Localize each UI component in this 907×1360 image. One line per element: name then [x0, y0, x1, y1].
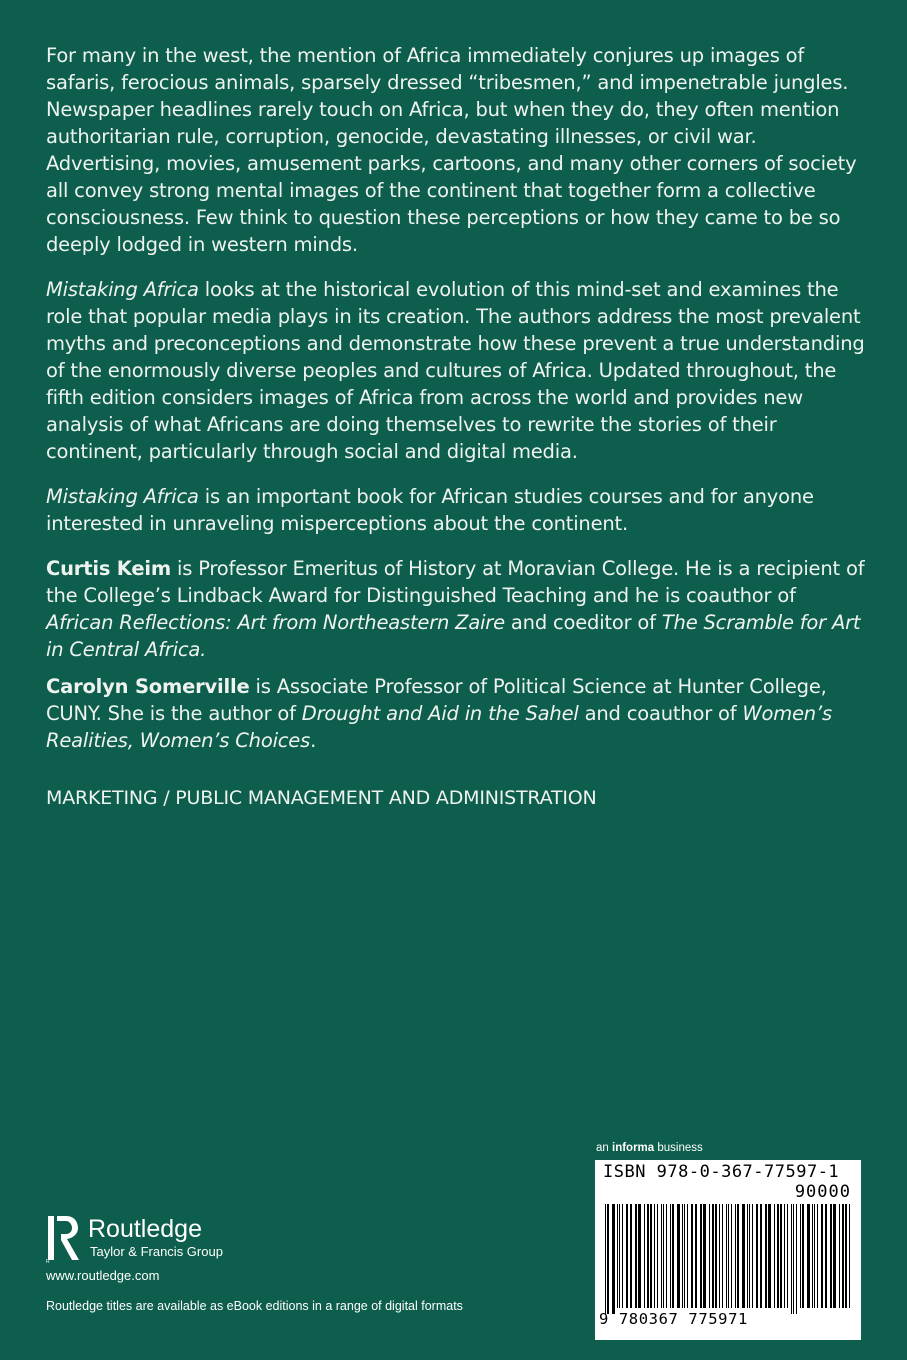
barcode-bar	[812, 1204, 813, 1308]
barcode-bar	[619, 1204, 620, 1308]
author-bio-somerville	[46, 673, 866, 754]
barcode-bar	[612, 1204, 615, 1314]
barcode-bar	[703, 1204, 706, 1308]
informa-brand: informa	[612, 1142, 655, 1154]
barcode-bar	[700, 1204, 702, 1308]
subject-category: MARKETING / PUBLIC MANAGEMENT AND ADMINISTRATION	[46, 787, 597, 809]
bio-text: and coeditor of	[504, 611, 662, 634]
barcode-bar	[666, 1204, 667, 1308]
barcode-bar	[765, 1204, 767, 1308]
barcode-bar	[691, 1204, 693, 1308]
blurb-paragraph-1	[46, 42, 866, 258]
barcode-bar	[784, 1204, 785, 1308]
blurb-text: is an important book for African studies courses and for anyone interested in unraveling misperceptions about the continent.	[46, 485, 814, 535]
publisher-website[interactable]: www.routledge.com	[46, 1268, 160, 1283]
informa-suffix: business	[654, 1142, 703, 1154]
barcode-bar	[825, 1204, 827, 1308]
barcode-bar	[787, 1204, 788, 1308]
publisher-logo	[46, 1212, 286, 1268]
barcode-bar	[687, 1204, 688, 1308]
barcode-bar	[695, 1204, 697, 1308]
author-name: Carolyn Somerville	[46, 675, 250, 698]
barcode-bar	[650, 1204, 652, 1308]
barcode-bar	[752, 1204, 753, 1308]
book-title: Drought and Aid in the Sahel	[301, 702, 579, 725]
barcode-bar	[605, 1204, 606, 1314]
publisher-name: Routledge	[88, 1215, 202, 1243]
author-name: Curtis Keim	[46, 557, 172, 580]
ean-number: 9 780367 775971	[599, 1310, 748, 1328]
barcode-bar	[800, 1204, 801, 1308]
barcode-bar	[756, 1204, 758, 1308]
barcode-bar	[731, 1204, 732, 1308]
barcode-bar	[814, 1204, 815, 1308]
barcode-bar	[791, 1204, 792, 1314]
barcode-bar	[735, 1204, 736, 1308]
barcode-bar	[715, 1204, 717, 1308]
barcode-bar	[607, 1204, 609, 1314]
barcode-bar	[728, 1204, 729, 1308]
barcode-bar	[845, 1204, 847, 1308]
barcode-bar	[682, 1204, 683, 1308]
isbn-number: ISBN 978-0-367-77597-1	[603, 1162, 840, 1182]
barcode-bar	[737, 1204, 739, 1308]
ebook-note: Routledge titles are available as eBook editions in a range of digital formats	[46, 1299, 463, 1313]
barcode-bar	[626, 1204, 628, 1308]
barcode-bar	[719, 1204, 720, 1308]
informa-prefix: an	[596, 1142, 612, 1154]
barcode-bar	[817, 1204, 818, 1308]
barcode-bar	[821, 1204, 823, 1308]
book-title: Women’s Realities, Women’s Choices	[46, 702, 832, 752]
price-code: 90000	[794, 1182, 851, 1202]
svg-text:R: R	[46, 1259, 50, 1264]
barcode-bar	[630, 1204, 632, 1308]
barcode-bar	[638, 1204, 641, 1308]
barcode-bar	[654, 1204, 655, 1308]
barcode-bar	[793, 1204, 794, 1314]
routledge-r-logo-icon	[46, 1212, 80, 1264]
barcode-bar	[670, 1204, 671, 1308]
bio-text: and coauthor of	[578, 702, 743, 725]
book-title: African Reflections: Art from Northeastern Zaire	[46, 611, 505, 634]
barcode-bar	[807, 1204, 810, 1308]
bio-text: .	[310, 729, 317, 752]
barcode-bar	[635, 1204, 637, 1308]
blurb-text: For many in the west, the mention of Africa immediately conjures up images of safaris, ferocious animals, sparsely dressed “tribesmen,” and impenetrable jungles. Newspaper headlines rarely touch on Africa, but when they do, they often mention authoritarian rule, corruption, genocide, devastating illnesses, or civil war. Advertising, movies, amusement parks, cartoons, and many other corners of society all convey strong mental images of the continent that together form a collective consciousness. Few think to question these perceptions or how they came to be so deeply lodged in western minds.	[46, 44, 857, 256]
barcode-bar	[657, 1204, 658, 1308]
barcode-bar	[768, 1204, 771, 1308]
book-title: Mistaking Africa	[46, 485, 199, 508]
barcode-label	[595, 1160, 861, 1340]
book-title: Mistaking Africa	[46, 278, 199, 301]
barcode-bar	[760, 1204, 762, 1308]
back-cover-text	[46, 42, 866, 772]
barcode-bar	[833, 1204, 836, 1308]
informa-tagline	[596, 1142, 703, 1154]
blurb-paragraph-2	[46, 276, 866, 465]
bio-text: is Associate Professor of Political Science at Hunter College, CUNY. She is the author of	[46, 675, 827, 725]
barcode-bar	[774, 1204, 775, 1308]
barcode-bar	[617, 1204, 618, 1308]
barcode-bar	[661, 1204, 662, 1308]
barcode-bar	[677, 1204, 680, 1308]
barcode-bar	[622, 1204, 623, 1308]
barcode-bar	[777, 1204, 779, 1308]
barcode-bar	[709, 1204, 710, 1308]
publisher-group: Taylor & Francis Group	[90, 1244, 223, 1259]
barcode-bar	[780, 1204, 782, 1308]
blurb-text: looks at the historical evolution of this mind-set and examines the role that popular media plays in its creation. The authors address the most prevalent myths and preconceptions and demonstrate how these prevent a true understanding of the enormously diverse peoples and cultures of Africa. Updated throughout, the fifth edition considers images of Africa from across the world and provides new analysis of what Africans are doing themselves to rewrite the stories of their continent, particularly through social and digital media.	[46, 278, 865, 463]
barcode-bar	[849, 1204, 850, 1308]
barcode-bar	[742, 1204, 745, 1308]
barcode-bar	[830, 1204, 832, 1308]
barcode-bar	[726, 1204, 727, 1308]
barcode-bar	[663, 1204, 664, 1308]
blurb-paragraph-3	[46, 483, 866, 537]
barcode-bar	[839, 1204, 840, 1308]
barcode-bar	[672, 1204, 674, 1308]
barcode-bar	[749, 1204, 750, 1308]
barcode-bar	[722, 1204, 723, 1308]
barcode-bar	[842, 1204, 844, 1308]
barcode-bar	[684, 1204, 685, 1308]
barcode-bar	[747, 1204, 748, 1308]
bio-text: is Professor Emeritus of History at Moravian College. He is a recipient of the College’s Lindback Award for Distinguished Teaching and he is coauthor of	[46, 557, 865, 607]
barcode-bar	[644, 1204, 645, 1308]
book-title: The Scramble for Art in Central Africa.	[46, 611, 861, 661]
barcode-bar	[796, 1204, 797, 1314]
barcode-bar	[712, 1204, 714, 1308]
barcode-bar	[647, 1204, 649, 1308]
author-bio-keim	[46, 555, 866, 663]
barcode-bar	[802, 1204, 804, 1308]
